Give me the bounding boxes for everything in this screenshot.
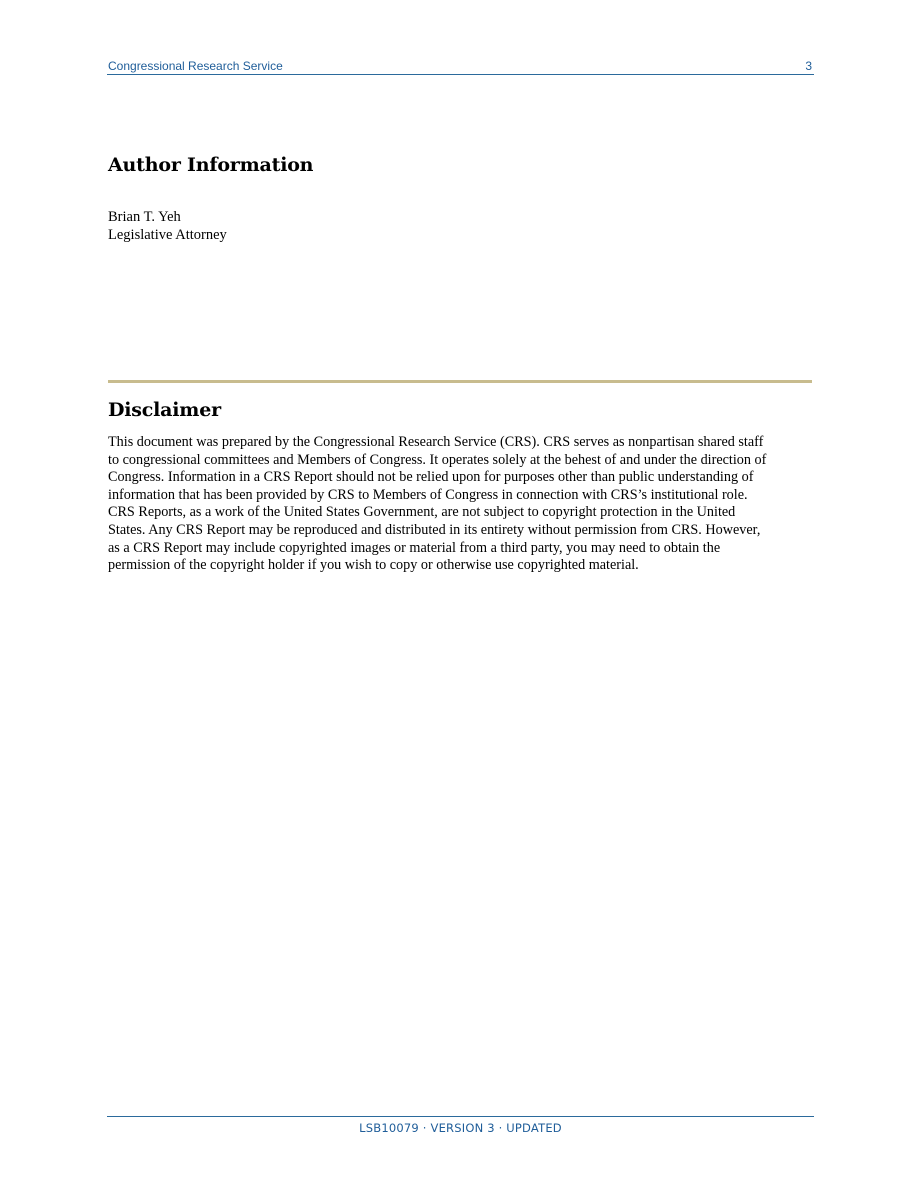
disclaimer-line: Congress. Information in a CRS Report should not be relied upon for purposes other than public understanding of xyxy=(108,469,754,486)
author-block xyxy=(108,208,227,244)
disclaimer-line: to congressional committees and Members of Congress. It operates solely at the behest of and under the direction of xyxy=(108,451,767,468)
header-organization: Congressional Research Service xyxy=(108,59,283,73)
section-divider xyxy=(108,380,812,383)
header-page-number: 3 xyxy=(805,59,812,73)
author-information-heading: Author Information xyxy=(108,154,314,176)
disclaimer-line: information that has been provided by CRS to Members of Congress in connection with CRS’s institutional role. xyxy=(108,486,748,503)
disclaimer-line: CRS Reports, as a work of the United States Government, are not subject to copyright protection in the United xyxy=(108,504,736,521)
author-name: Brian T. Yeh xyxy=(108,209,181,225)
page-footer xyxy=(107,1116,814,1135)
disclaimer-line: as a CRS Report may include copyrighted images or material from a third party, you may need to obtain the xyxy=(108,539,721,556)
page-header xyxy=(107,58,814,75)
disclaimer-line: This document was prepared by the Congressional Research Service (CRS). CRS serves as nonpartisan shared staff xyxy=(108,434,764,450)
disclaimer-line: permission of the copyright holder if you wish to copy or otherwise use copyrighted material. xyxy=(108,557,639,574)
author-title: Legislative Attorney xyxy=(108,227,227,243)
footer-document-id: LSB10079 · VERSION 3 · UPDATED xyxy=(359,1121,562,1135)
disclaimer-paragraph xyxy=(108,434,818,575)
disclaimer-line: States. Any CRS Report may be reproduced and distributed in its entirety without permission from CRS. However, xyxy=(108,521,761,538)
disclaimer-heading: Disclaimer xyxy=(108,399,221,421)
